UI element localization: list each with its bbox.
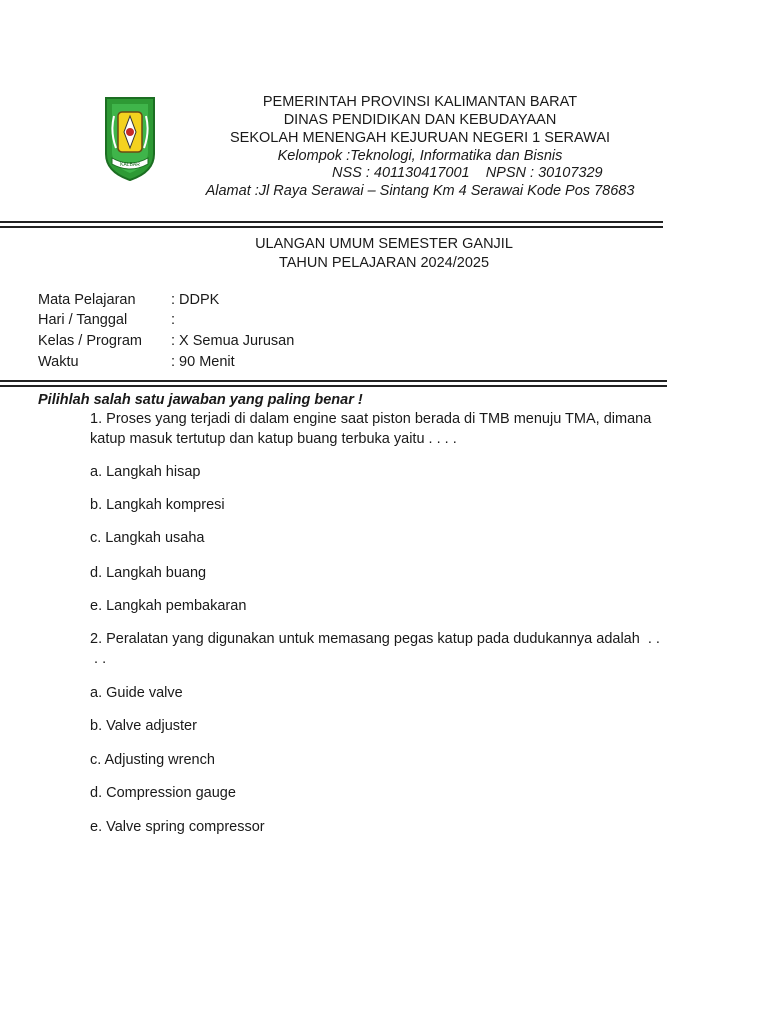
- question-2-text-line2: . .: [90, 651, 107, 667]
- meta-value-date: :: [171, 312, 176, 328]
- question-1-option-d: d. Langkah buang: [90, 565, 207, 581]
- question-2-option-b: b. Valve adjuster: [90, 718, 197, 734]
- meta-label-class: Kelas / Program: [38, 333, 142, 349]
- question-1-option-a: a. Langkah hisap: [90, 464, 201, 480]
- question-1-text-line2: katup masuk tertutup dan katup buang terbuka yaitu . . . .: [90, 431, 457, 447]
- meta-label-date: Hari / Tanggal: [38, 312, 128, 328]
- exam-year: TAHUN PELAJARAN 2024/2025: [278, 255, 490, 271]
- header-department: DINAS PENDIDIKAN DAN KEBUDAYAAN: [283, 112, 557, 128]
- header-rule-top: [0, 221, 663, 223]
- header-government: PEMERINTAH PROVINSI KALIMANTAN BARAT: [262, 94, 578, 110]
- question-2-option-c: c. Adjusting wrench: [90, 752, 215, 768]
- header-school-name: SEKOLAH MENENGAH KEJURUAN NEGERI 1 SERAWAI: [229, 130, 611, 146]
- question-1-text-line1: 1. Proses yang terjadi di dalam engine saat piston berada di TMB menuju TMA, dimana: [86, 411, 652, 427]
- header-address: Alamat :Jl Raya Serawai – Sintang Km 4 Serawai Kode Pos 78683: [205, 183, 635, 199]
- meta-rule-bottom: [0, 385, 667, 387]
- header-rule-bottom: [0, 226, 663, 228]
- meta-value-time: : 90 Menit: [171, 354, 235, 370]
- meta-label-subject: Mata Pelajaran: [38, 292, 136, 308]
- question-1-option-c: c. Langkah usaha: [90, 530, 205, 546]
- question-2-option-a: a. Guide valve: [90, 685, 183, 701]
- question-1-option-b: b. Langkah kompresi: [90, 497, 225, 513]
- instruction-text: Pilihlah salah satu jawaban yang paling benar !: [38, 392, 363, 408]
- question-2-option-d: d. Compression gauge: [90, 785, 236, 801]
- meta-value-subject: : DDPK: [171, 292, 220, 308]
- question-2-text-line1: 2. Peralatan yang digunakan untuk memasang pegas katup pada dudukannya adalah . .: [90, 631, 660, 647]
- question-2-option-e: e. Valve spring compressor: [90, 819, 265, 835]
- logo-text: KALBAR: [120, 162, 140, 168]
- header-nss-npsn: NSS : 401130417001 NPSN : 30107329: [332, 165, 603, 181]
- exam-title: ULANGAN UMUM SEMESTER GANJIL: [255, 236, 513, 252]
- meta-value-class: : X Semua Jurusan: [171, 333, 295, 349]
- question-1-option-e: e. Langkah pembakaran: [90, 598, 247, 614]
- meta-rule-top: [0, 380, 667, 382]
- meta-label-time: Waktu: [38, 354, 79, 370]
- header-group: Kelompok :Teknologi, Informatika dan Bisnis: [277, 148, 563, 164]
